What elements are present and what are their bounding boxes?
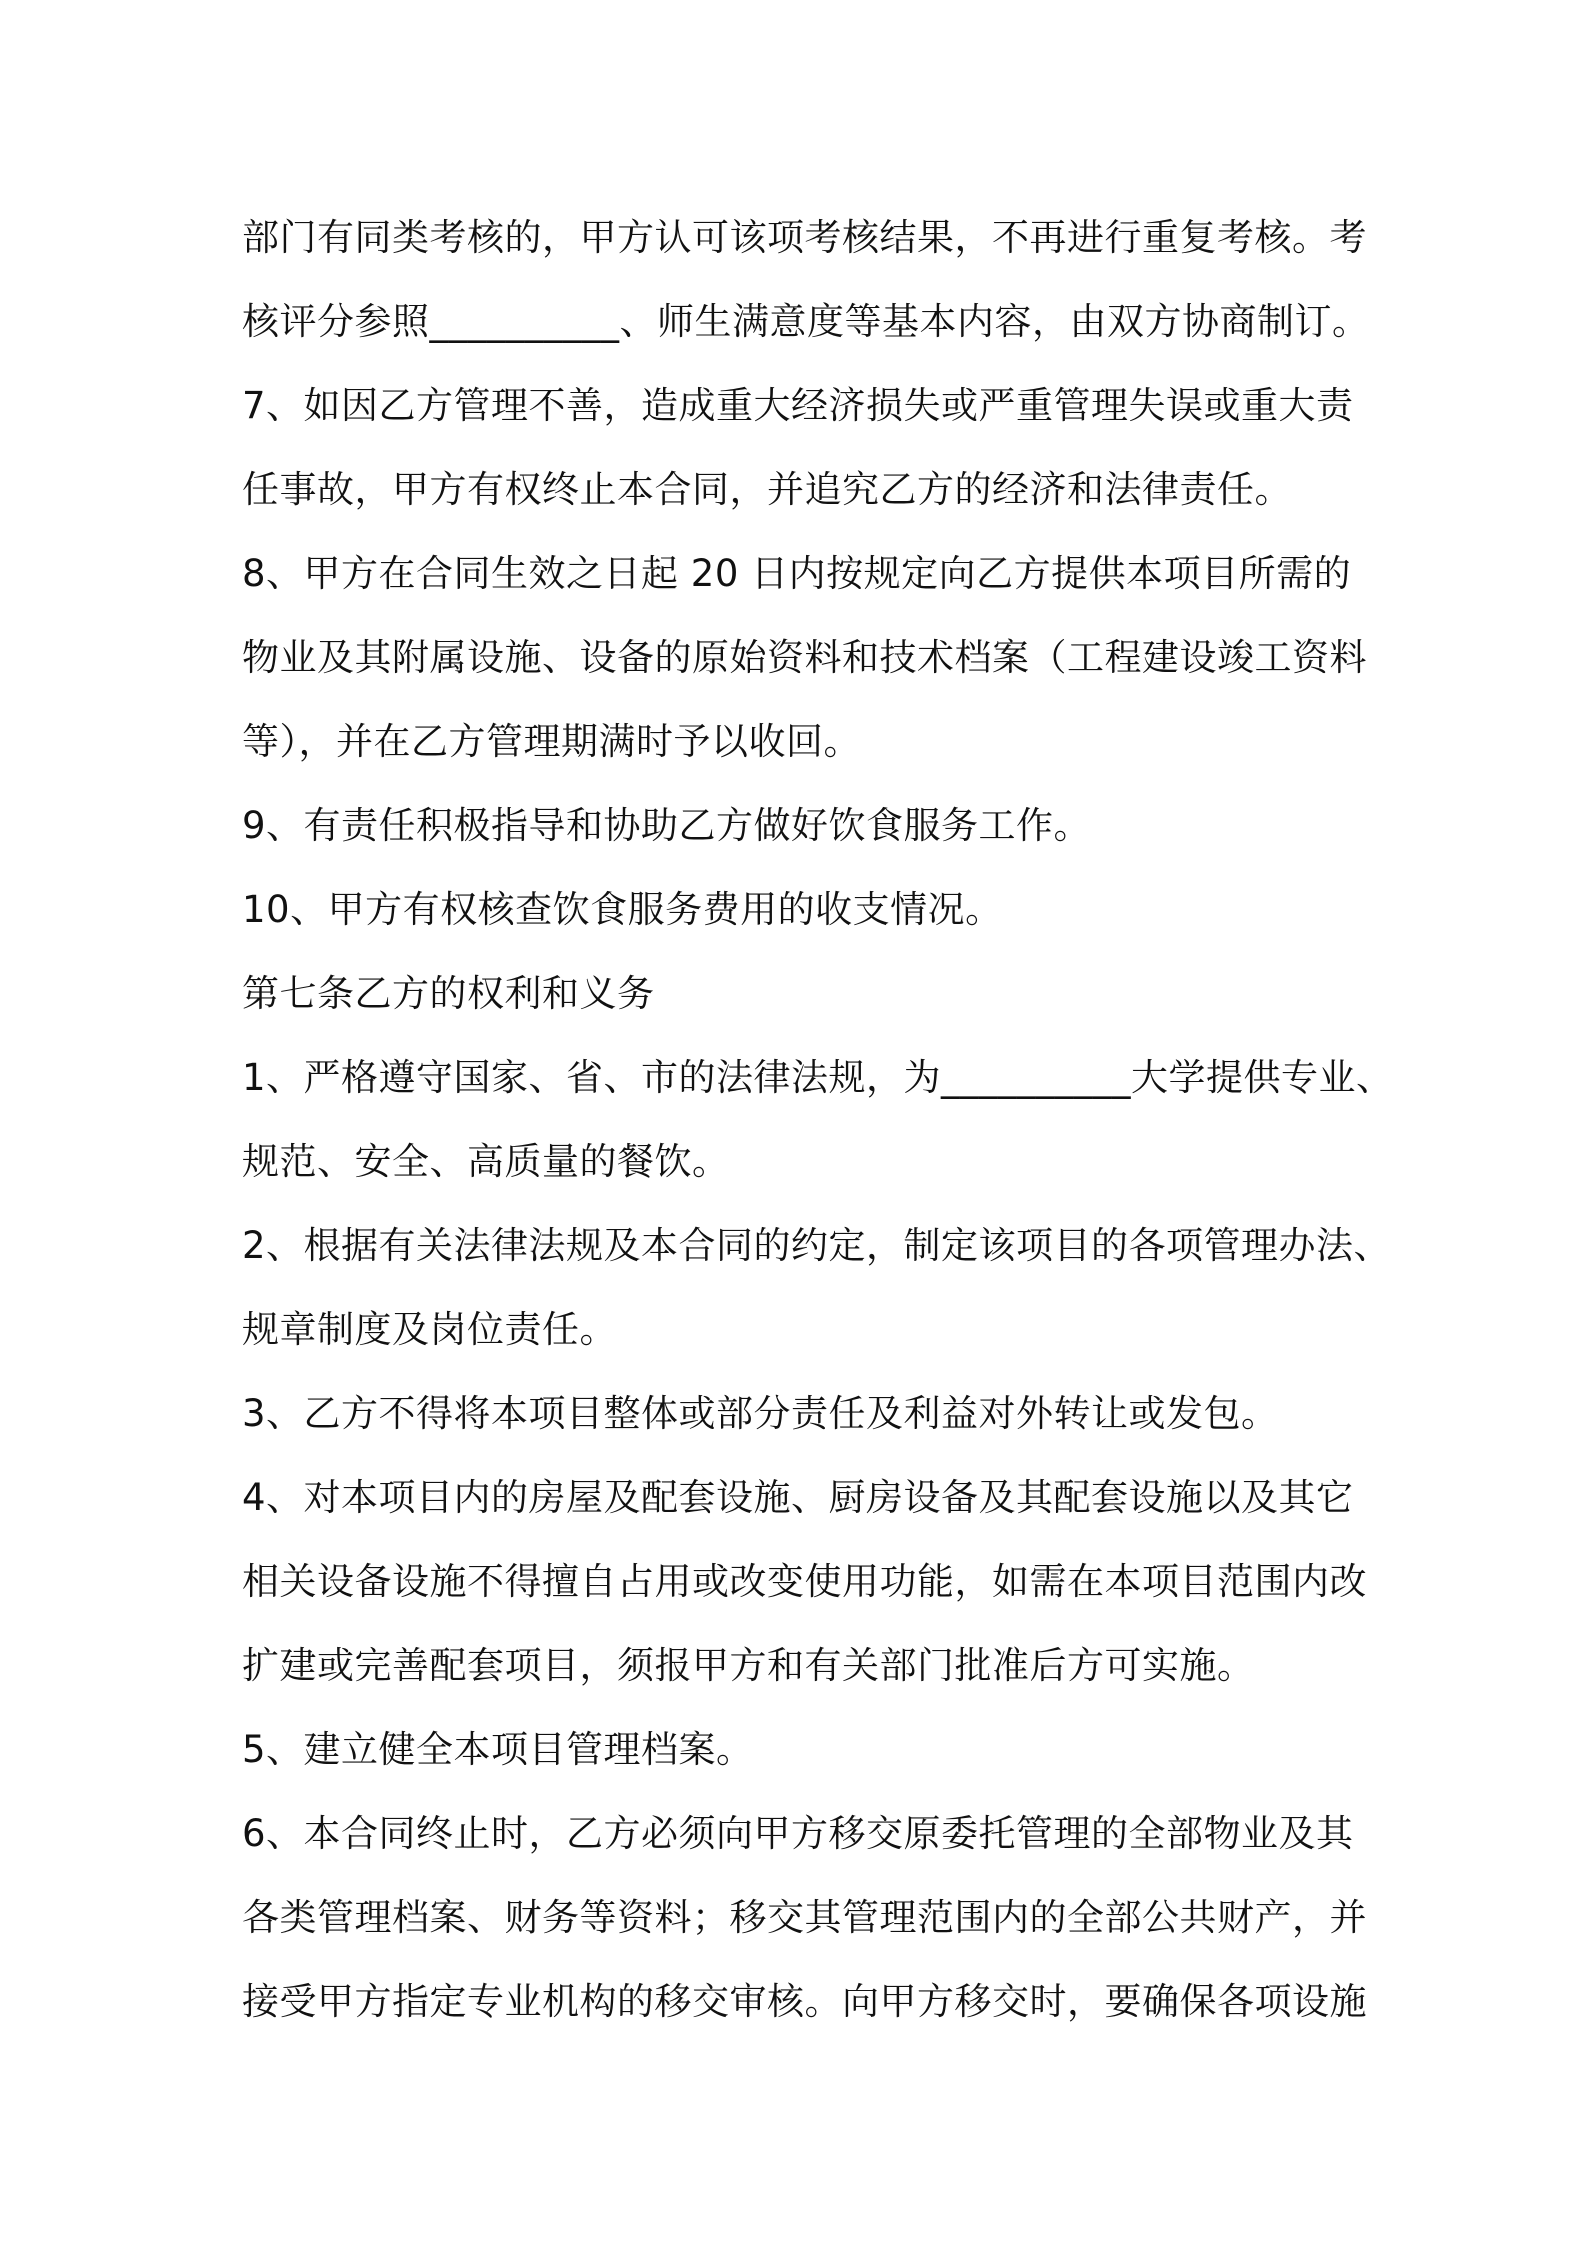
text-line: 6、本合同终止时，乙方必须向甲方移交原委托管理的全部物业及其: [242, 1812, 1354, 1855]
text-line: 核评分参照__________、师生满意度等基本内容，由双方协商制订。: [242, 300, 1370, 343]
text-line: 2、根据有关法律法规及本合同的约定，制定该项目的各项管理办法、: [242, 1224, 1392, 1267]
section-heading: 第七条乙方的权利和义务: [242, 972, 655, 1015]
document-body: [242, 196, 1394, 2044]
text-line: 4、对本项目内的房屋及配套设施、厨房设备及其配套设施以及其它: [242, 1476, 1354, 1519]
text-line: 8、甲方在合同生效之日起 20 日内按规定向乙方提供本项目所需的: [242, 552, 1352, 595]
text-line: 9、有责任积极指导和协助乙方做好饮食服务工作。: [242, 804, 1092, 847]
text-line: 接受甲方指定专业机构的移交审核。向甲方移交时，要确保各项设施: [242, 1980, 1367, 2023]
text-line: 各类管理档案、财务等资料；移交其管理范围内的全部公共财产，并: [242, 1896, 1367, 1939]
text-line: 任事故，甲方有权终止本合同，并追究乙方的经济和法律责任。: [242, 468, 1292, 511]
text-line: 扩建或完善配套项目，须报甲方和有关部门批准后方可实施。: [242, 1644, 1255, 1687]
text-line: 等），并在乙方管理期满时予以收回。: [242, 720, 861, 763]
text-line: 3、乙方不得将本项目整体或部分责任及利益对外转让或发包。: [242, 1392, 1279, 1435]
text-line: 规范、安全、高质量的餐饮。: [242, 1140, 730, 1183]
text-line: 部门有同类考核的，甲方认可该项考核结果，不再进行重复考核。考: [242, 216, 1367, 259]
text-line: 5、建立健全本项目管理档案。: [242, 1728, 754, 1771]
text-line: 1、严格遵守国家、省、市的法律法规，为__________大学提供专业、: [242, 1056, 1394, 1099]
text-line: 10、甲方有权核查饮食服务费用的收支情况。: [242, 888, 1003, 931]
text-line: 物业及其附属设施、设备的原始资料和技术档案（工程建设竣工资料: [242, 636, 1367, 679]
text-line: 相关设备设施不得擅自占用或改变使用功能，如需在本项目范围内改: [242, 1560, 1367, 1603]
text-line: 7、如因乙方管理不善，造成重大经济损失或严重管理失误或重大责: [242, 384, 1354, 427]
text-line: 规章制度及岗位责任。: [242, 1308, 617, 1351]
